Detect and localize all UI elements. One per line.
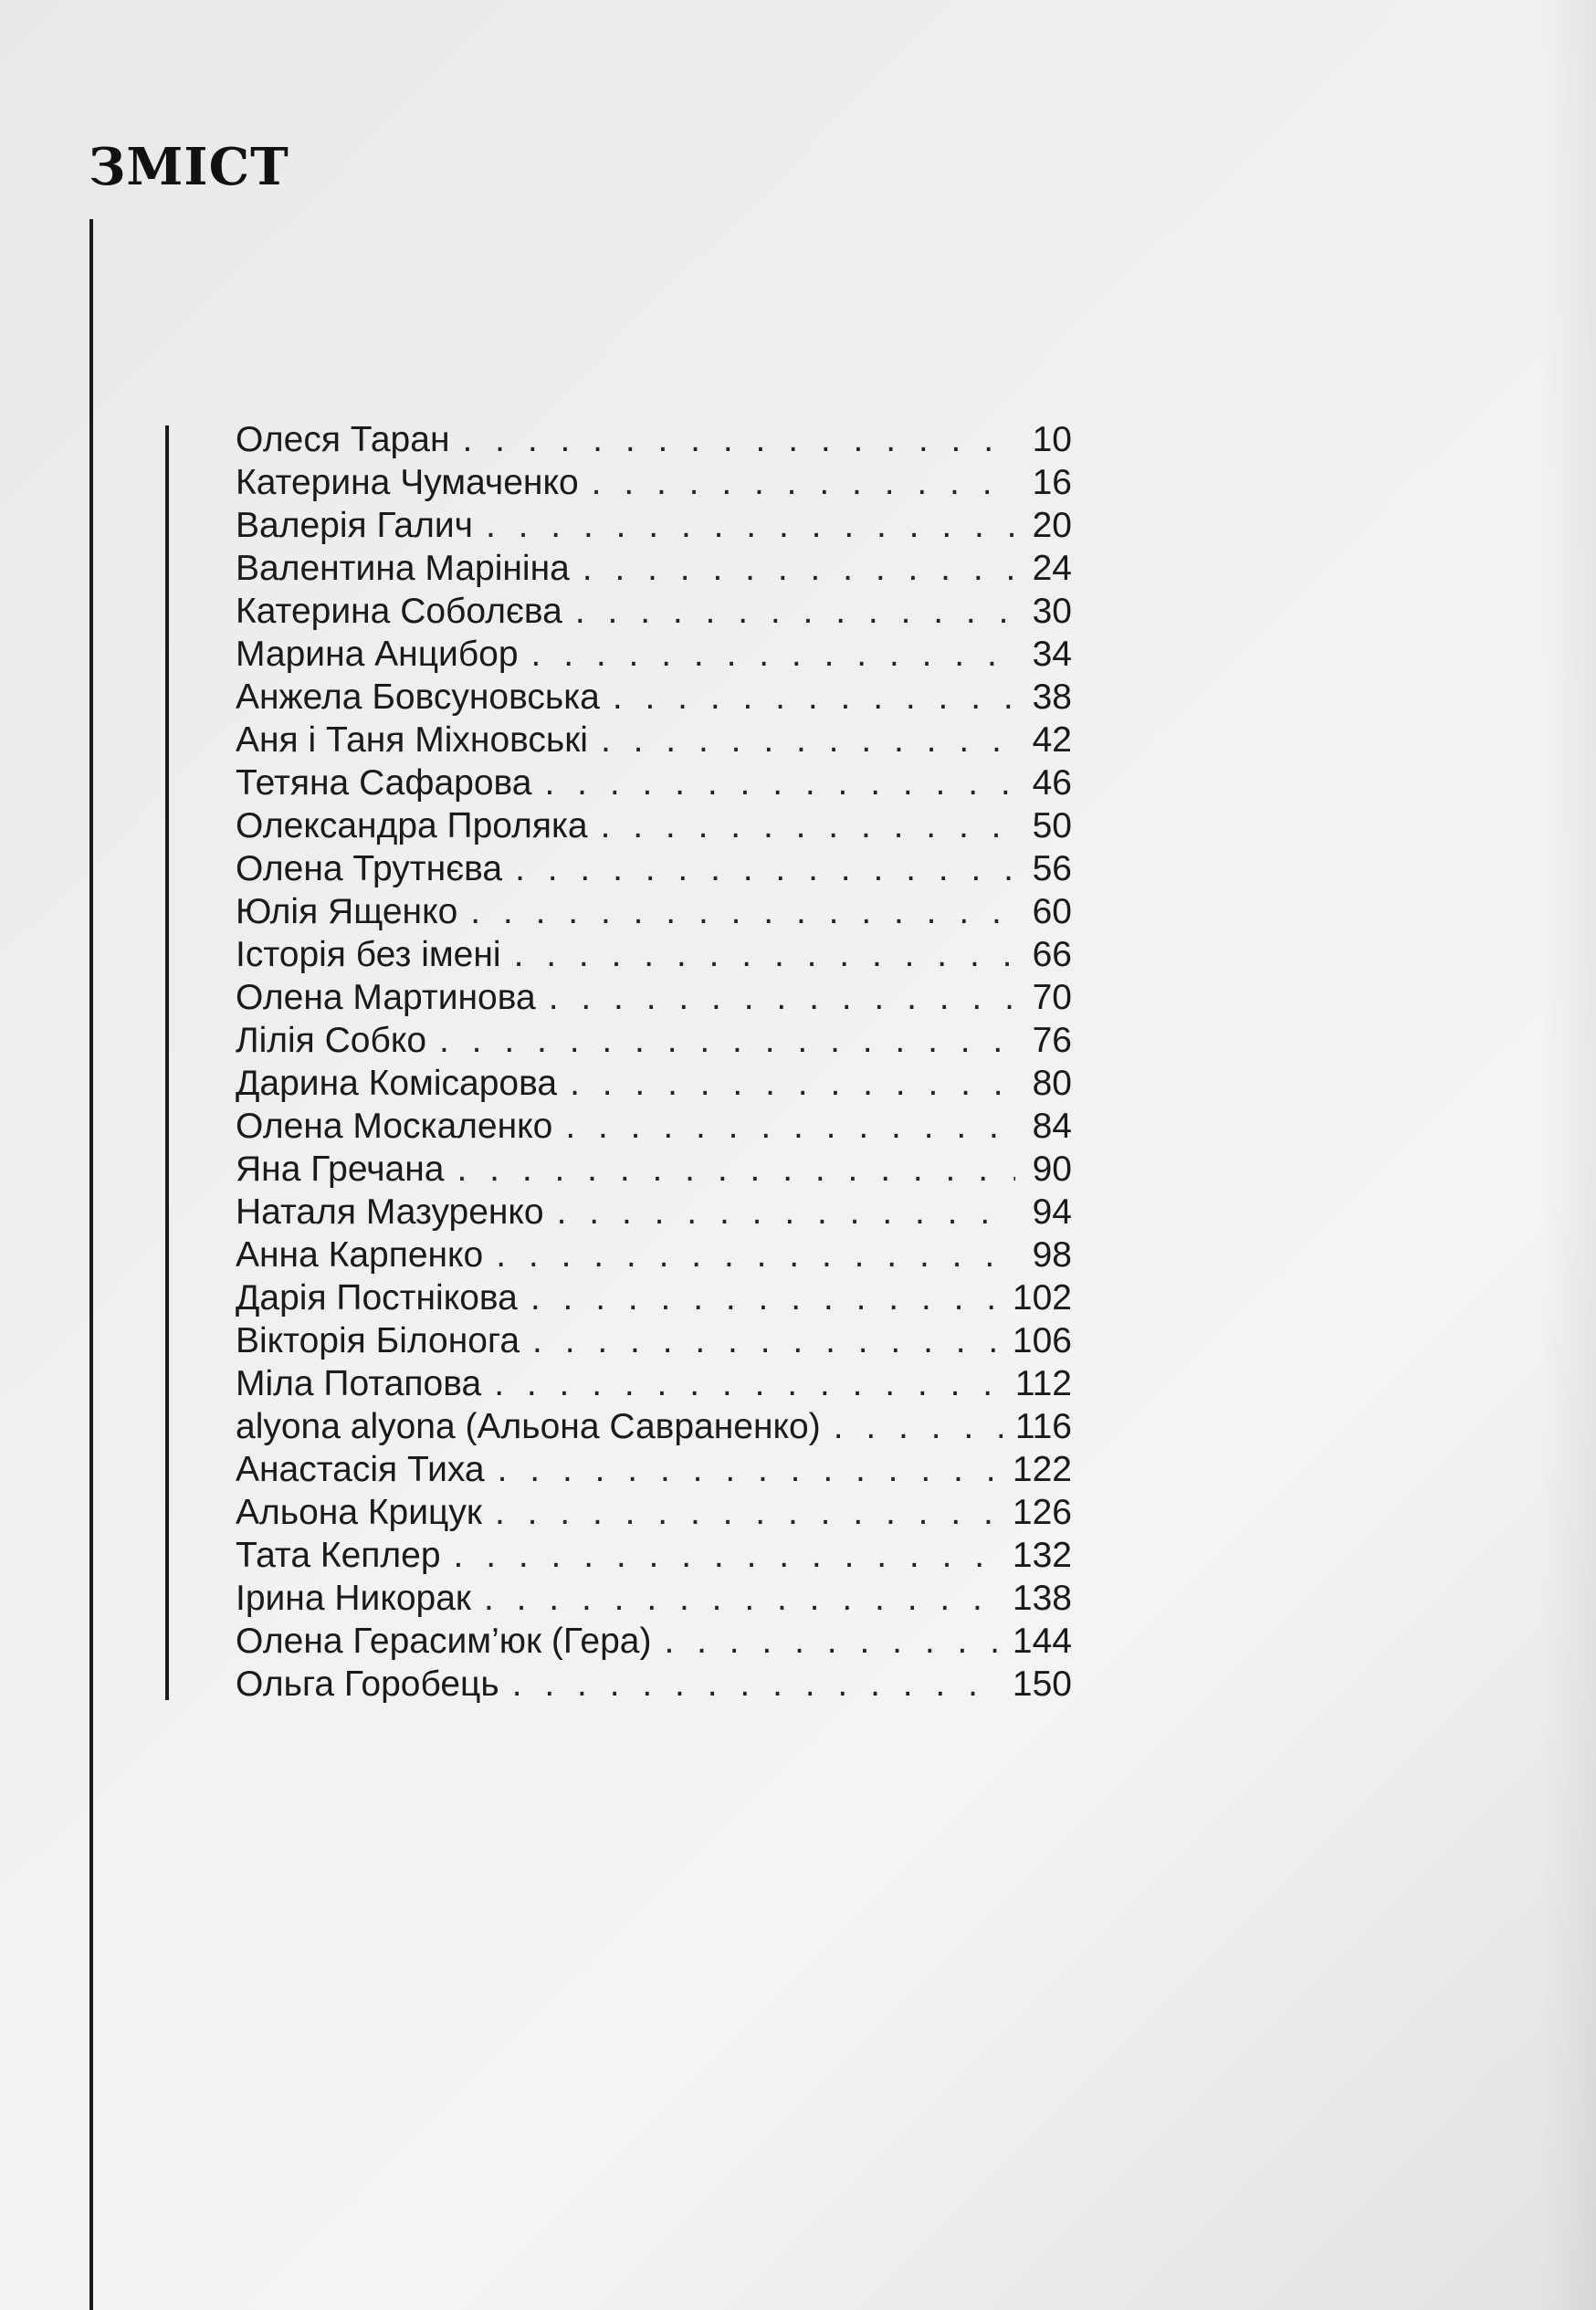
toc-entry-page-number: 106 (1012, 1321, 1072, 1360)
toc-entry-title: Олена Трутнєва (236, 849, 503, 888)
toc-entry (236, 1105, 1072, 1148)
toc-entry-title: Анжела Бовсуновська (236, 677, 600, 717)
toc-entry (236, 633, 1072, 676)
toc-entry-page-number: 70 (1032, 978, 1072, 1017)
toc-entry (236, 1319, 1072, 1362)
toc-entry (236, 418, 1072, 461)
toc-entry-page-number: 56 (1032, 849, 1072, 888)
toc-entry-title: Ірина Никорак (236, 1579, 471, 1618)
toc-entry-title: Марина Анцибор (236, 635, 519, 674)
toc-dot-leader (834, 1405, 1003, 1448)
toc-dot-leader (531, 633, 1015, 676)
table-of-contents (236, 418, 1072, 1706)
toc-entry (236, 1620, 1072, 1663)
toc-entry-title: Олександра Проляка (236, 806, 588, 845)
toc-entry (236, 1362, 1072, 1405)
toc-entry-title: Історія без імені (236, 935, 501, 974)
toc-entry-page-number: 34 (1032, 635, 1072, 674)
toc-dot-leader (494, 1362, 1003, 1405)
toc-entry (236, 1534, 1072, 1577)
toc-entry-page-number: 126 (1012, 1493, 1072, 1532)
toc-dot-leader (592, 461, 1015, 504)
toc-entry-page-number: 42 (1032, 720, 1072, 760)
toc-entry-title: Юлія Ященко (236, 892, 458, 931)
toc-entry (236, 1577, 1072, 1620)
toc-entry-page-number: 38 (1032, 677, 1072, 717)
toc-entry-page-number: 10 (1032, 420, 1072, 459)
toc-entry-page-number: 116 (1014, 1407, 1072, 1446)
toc-entry-page-number: 94 (1032, 1192, 1072, 1232)
toc-dot-leader (664, 1620, 999, 1663)
toc-dot-leader (484, 1577, 1000, 1620)
toc-dot-leader (601, 804, 1015, 847)
toc-entry-page-number: 144 (1012, 1622, 1072, 1661)
toc-entry (236, 461, 1072, 504)
toc-dot-leader (570, 1062, 1015, 1105)
toc-entry-title: Тетяна Сафарова (236, 763, 532, 803)
toc-entry (236, 1405, 1072, 1448)
toc-entry-title: Наталя Мазуренко (236, 1192, 544, 1232)
toc-entry-title: Анна Карпенко (236, 1235, 484, 1275)
toc-entry-title: Олена Мартинова (236, 978, 536, 1017)
toc-entry-page-number: 30 (1032, 592, 1072, 631)
toc-entry-page-number: 66 (1032, 935, 1072, 974)
toc-entry-title: Олеся Таран (236, 420, 450, 459)
toc-dot-leader (462, 418, 1015, 461)
toc-entry-title: Валентина Марініна (236, 549, 570, 588)
toc-dot-leader (454, 1534, 1000, 1577)
toc-entry (236, 504, 1072, 547)
toc-entry-page-number: 150 (1012, 1664, 1072, 1704)
toc-dot-leader (613, 676, 1015, 719)
toc-entry (236, 804, 1072, 847)
toc-entry-title: Дарина Комісарова (236, 1064, 558, 1103)
toc-entry-title: Альона Крицук (236, 1493, 482, 1532)
toc-entry-title: alyona alyona (Альона Савраненко) (236, 1407, 821, 1446)
toc-entry (236, 976, 1072, 1019)
toc-dot-leader (439, 1019, 1015, 1062)
toc-entry (236, 1148, 1072, 1191)
toc-dot-leader (545, 761, 1016, 804)
toc-entry-page-number: 98 (1032, 1235, 1072, 1275)
toc-entry-title: Лілія Собко (236, 1021, 427, 1060)
toc-dot-leader (470, 890, 1015, 933)
toc-entry-title: Міла Потапова (236, 1364, 482, 1403)
toc-dot-leader (514, 933, 1015, 976)
toc-dot-leader (530, 1276, 1000, 1319)
toc-entry-page-number: 132 (1012, 1536, 1072, 1575)
toc-dot-leader (601, 719, 1015, 761)
toc-entry-page-number: 20 (1032, 506, 1072, 545)
toc-dot-leader (495, 1491, 1000, 1534)
toc-entry-page-number: 84 (1032, 1107, 1072, 1146)
toc-dot-leader (549, 976, 1015, 1019)
toc-entry-title: Аня і Таня Міхновські (236, 720, 588, 760)
toc-dot-leader (457, 1148, 1015, 1191)
toc-entry (236, 847, 1072, 890)
toc-entry (236, 1019, 1072, 1062)
toc-dot-leader (565, 1105, 1015, 1148)
toc-entry-page-number: 24 (1032, 549, 1072, 588)
toc-entry-title: Катерина Соболєва (236, 592, 562, 631)
toc-dot-leader (532, 1319, 1000, 1362)
toc-entry-page-number: 76 (1032, 1021, 1072, 1060)
toc-entry (236, 1448, 1072, 1491)
toc-entry (236, 1663, 1072, 1706)
toc-entry-page-number: 102 (1012, 1278, 1072, 1318)
toc-entry (236, 1276, 1072, 1319)
toc-dot-leader (575, 590, 1015, 633)
toc-entry-title: Ольга Горобець (236, 1664, 499, 1704)
toc-entry-page-number: 80 (1032, 1064, 1072, 1103)
toc-dot-leader (496, 1234, 1015, 1276)
toc-entry (236, 590, 1072, 633)
toc-entry-page-number: 46 (1032, 763, 1072, 803)
toc-dot-leader (557, 1191, 1015, 1234)
inner-vertical-rule (165, 425, 169, 1700)
toc-dot-leader (583, 547, 1015, 590)
toc-entry-title: Олена Герасим’юк (Гера) (236, 1622, 652, 1661)
toc-entry-title: Катерина Чумаченко (236, 463, 579, 502)
toc-entry-page-number: 90 (1032, 1150, 1072, 1189)
toc-entry (236, 1191, 1072, 1234)
toc-entry (236, 1234, 1072, 1276)
toc-entry-title: Дарія Постнікова (236, 1278, 518, 1318)
toc-dot-leader (498, 1448, 1000, 1491)
toc-entry-title: Тата Кеплер (236, 1536, 441, 1575)
toc-entry-title: Олена Москаленко (236, 1107, 553, 1146)
toc-entry-page-number: 138 (1012, 1579, 1072, 1618)
toc-entry (236, 676, 1072, 719)
toc-entry (236, 547, 1072, 590)
toc-entry (236, 933, 1072, 976)
toc-dot-leader (486, 504, 1015, 547)
outer-vertical-rule (89, 219, 93, 2310)
toc-entry-page-number: 122 (1012, 1450, 1072, 1489)
toc-dot-leader (512, 1663, 1000, 1706)
toc-entry-title: Яна Гречана (236, 1150, 445, 1189)
toc-entry-page-number: 60 (1032, 892, 1072, 931)
page-title: ЗМІСТ (89, 137, 289, 197)
toc-entry (236, 761, 1072, 804)
toc-entry-page-number: 50 (1032, 806, 1072, 845)
toc-entry (236, 890, 1072, 933)
toc-entry (236, 719, 1072, 761)
toc-entry-title: Валерія Галич (236, 506, 473, 545)
toc-entry-title: Вікторія Білонога (236, 1321, 520, 1360)
toc-entry (236, 1062, 1072, 1105)
toc-entry-page-number: 112 (1014, 1364, 1072, 1403)
toc-entry-page-number: 16 (1032, 463, 1072, 502)
toc-entry (236, 1491, 1072, 1534)
toc-dot-leader (515, 847, 1015, 890)
toc-entry-title: Анастасія Тиха (236, 1450, 485, 1489)
page-edge-shadow (1541, 0, 1596, 2310)
